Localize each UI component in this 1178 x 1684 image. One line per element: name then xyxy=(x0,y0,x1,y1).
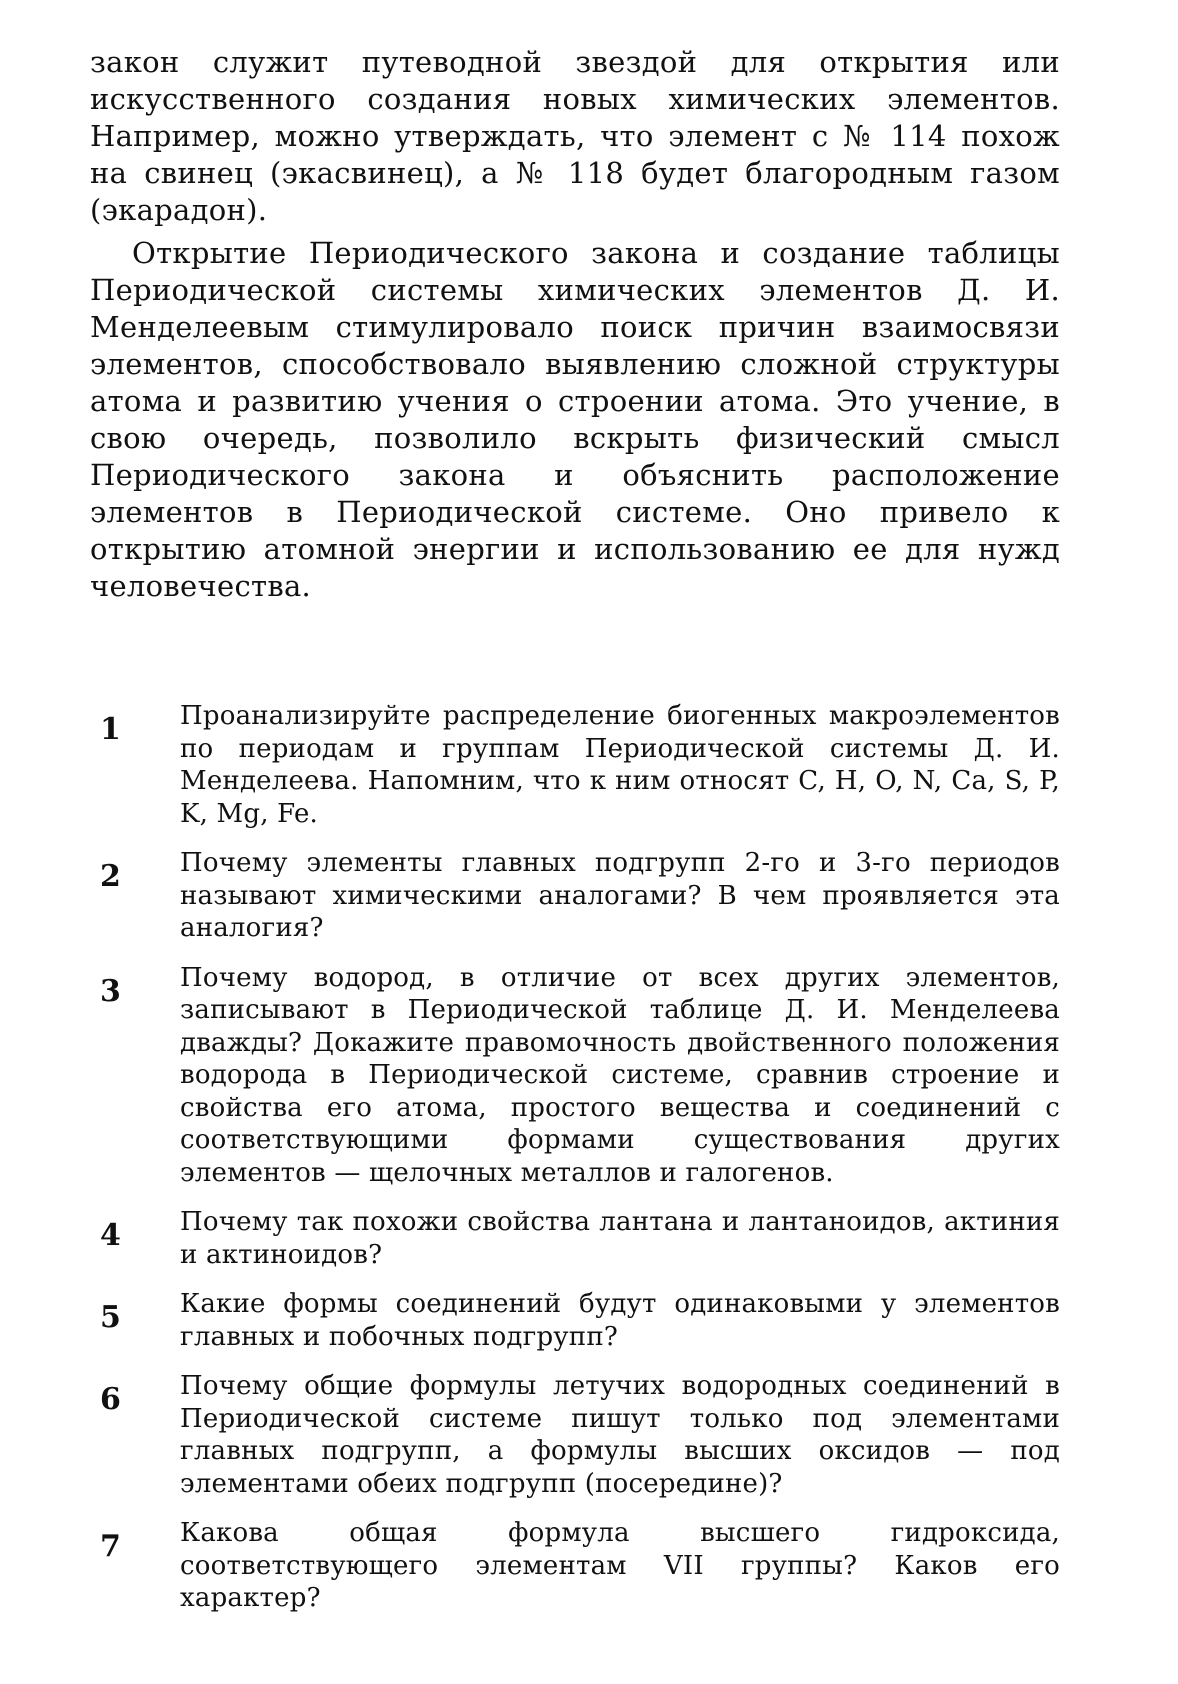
body-text xyxy=(90,44,1060,605)
question-number: 6 xyxy=(100,1382,121,1417)
question-number: 3 xyxy=(100,973,121,1009)
question-text: Проанализируйте распределение биогенных макроэлементов по периодам и группам Периодической системы Д. И. Менделеева. Напомним, что к ним относят C, H, O, N, Ca, S, P, K, Mg, Fe. xyxy=(180,701,1060,829)
question-item xyxy=(100,700,1060,830)
question-number: 4 xyxy=(100,1218,121,1253)
question-text: Какова общая формула высшего гидроксида, соответствующего элементам VII группы? Каков его характер? xyxy=(180,1518,1060,1613)
question-number: 7 xyxy=(100,1529,121,1564)
question-number: 2 xyxy=(100,859,121,894)
question-number: 5 xyxy=(100,1300,121,1335)
questions-list xyxy=(100,700,1060,1632)
question-item xyxy=(100,962,1060,1190)
question-item xyxy=(100,1370,1060,1500)
paragraph-continuation: закон служит путеводной звездой для открытия или искусственного создания новых химических элементов. Например, можно утверждать, что элемент с № 114 похож на свинец (экасвинец), а № 118 будет благородным газом (экарадон). xyxy=(90,45,1060,227)
question-item xyxy=(100,1206,1060,1271)
question-item xyxy=(100,847,1060,945)
question-number: 1 xyxy=(100,712,121,747)
question-text: Почему общие формулы летучих водородных соединений в Периодической системе пишут только под элементами главных подгрупп, а формулы высших оксидов — под элементами обеих подгрупп (посередине)? xyxy=(180,1371,1060,1499)
question-text: Почему элементы главных подгрупп 2-го и 3-го периодов называют химическими аналогами? В чем проявляется эта аналогия? xyxy=(180,848,1060,943)
question-item xyxy=(100,1288,1060,1353)
question-item xyxy=(100,1517,1060,1615)
question-text: Какие формы соединений будут одинаковыми у элементов главных и побочных подгрупп? xyxy=(180,1289,1060,1352)
question-text: Почему водород, в отличие от всех других элементов, записывают в Периодической таблице Д. И. Менделеева дважды? Докажите правомочность двойственного положения водорода в Периодической системе, сравнив строение и свойства его атома, простого вещества и соединений с соответствующими формами существования других элементов — щелочных металлов и галогенов. xyxy=(180,962,1060,1188)
paragraph-periodic-law: Открытие Периодического закона и создание таблицы Периодической системы химических элементов Д. И. Менделеевым стимулировало поиск причин взаимосвязи элементов, способствовало выявлению сложной структуры атома и развитию учения о строении атома. Это учение, в свою очередь, позволило вскрыть физический смысл Периодического закона и объяснить расположение элементов в Периодической системе. Оно привело к открытию атомной энергии и использованию ее для нужд человечества. xyxy=(90,236,1060,603)
question-text: Почему так похожи свойства лантана и лантаноидов, актиния и актиноидов? xyxy=(180,1207,1060,1270)
